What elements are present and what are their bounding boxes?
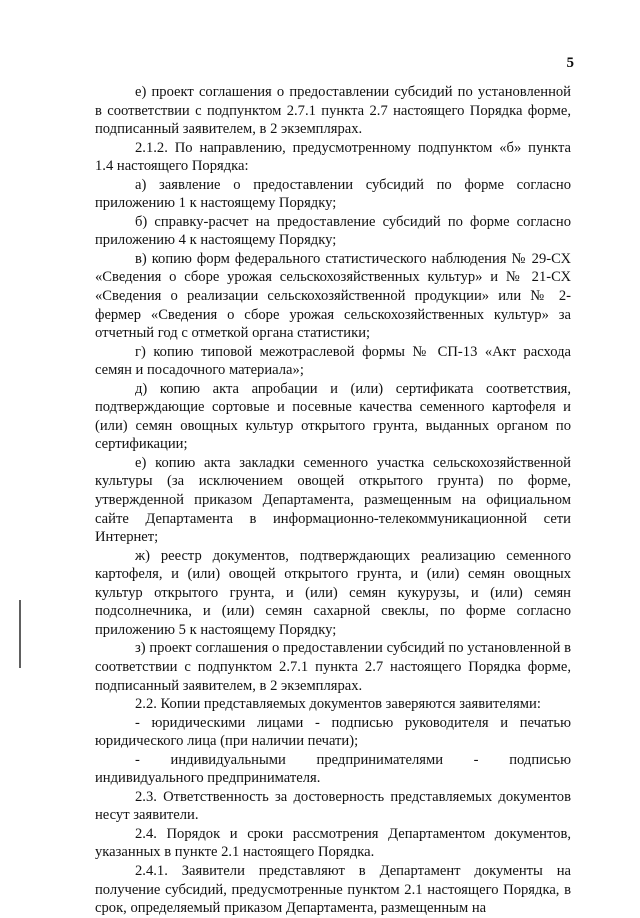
paragraph: 2.2. Копии представляемых документов заверяются заявителями:	[135, 696, 541, 713]
paragraph: д) копию акта апробации и (или) сертификата соответствия, подтверждающие сортовые и посевные качества семенного картофеля и (или) семян овощных культур открытого грунта, выданных органом по сертификации;	[95, 380, 571, 453]
paragraph: е) проект соглашения о предоставлении субсидий по установленной в соответствии с подпунктом 2.7.1 пункта 2.7 настоящего Порядка форме, подписанный заявителем, в 2 экземплярах.	[95, 84, 571, 138]
paragraph: е) копию акта закладки семенного участка сельскохозяйственной культуры (за исключением овощей открытого грунта) по форме, утвержденной приказом Департамента, размещенным на официальном сайте Департамента в информационно-телекоммуникационной сети Интернет;	[95, 454, 571, 546]
paragraph: г) копию типовой межотраслевой формы № СП-13 «Акт расхода семян и посадочного материала»;	[95, 343, 571, 379]
paragraph: з) проект соглашения о предоставлении субсидий по установленной в соответствии с подпунктом 2.7.1 пункта 2.7 настоящего Порядка форме, подписанный заявителем, в 2 экземплярах.	[95, 640, 571, 694]
paragraph: а) заявление о предоставлении субсидий по форме согласно приложению 1 к настоящему Порядку;	[95, 176, 571, 212]
paragraph: в) копию форм федерального статистического наблюдения № 29-СХ «Сведения о сборе урожая сельскохозяйственных культур» и № 21-СХ «Сведения о реализации сельскохозяйственной продукции» или № 2-фермер «Сведения о сборе урожая сельскохозяйственных культур» за отчетный год с отметкой органа статистики;	[95, 250, 571, 342]
paragraph: 2.3. Ответственность за достоверность представляемых документов несут заявители.	[95, 788, 571, 824]
margin-mark	[19, 600, 21, 668]
page-number: 5	[566, 55, 574, 71]
document-body	[95, 83, 571, 918]
paragraph: б) справку-расчет на предоставление субсидий по форме согласно приложению 4 к настоящему Порядку;	[95, 213, 571, 249]
paragraph: - юридическими лицами - подписью руководителя и печатью юридического лица (при наличии печати);	[95, 714, 571, 750]
paragraph: - индивидуальными предпринимателями - подписью индивидуального предпринимателя.	[95, 751, 571, 787]
paragraph: 2.1.2. По направлению, предусмотренному подпунктом «б» пункта 1.4 настоящего Порядка:	[95, 139, 571, 175]
paragraph: ж) реестр документов, подтверждающих реализацию семенного картофеля, и (или) овощей открытого грунта, и (или) семян овощных культур открытого грунта, и (или) семян кукурузы, и (или) семян подсолнечника, и (или) семян сахарной свеклы, по форме согласно приложению 5 к настоящему Порядку;	[95, 547, 571, 638]
paragraph: 2.4.1. Заявители представляют в Департамент документы на получение субсидий, предусмотренные пунктом 2.1 настоящего Порядка, в срок, определяемый приказом Департамента, размещенным на	[95, 862, 571, 917]
paragraph: 2.4. Порядок и сроки рассмотрения Департаментом документов, указанных в пункте 2.1 настоящего Порядка.	[95, 825, 571, 861]
